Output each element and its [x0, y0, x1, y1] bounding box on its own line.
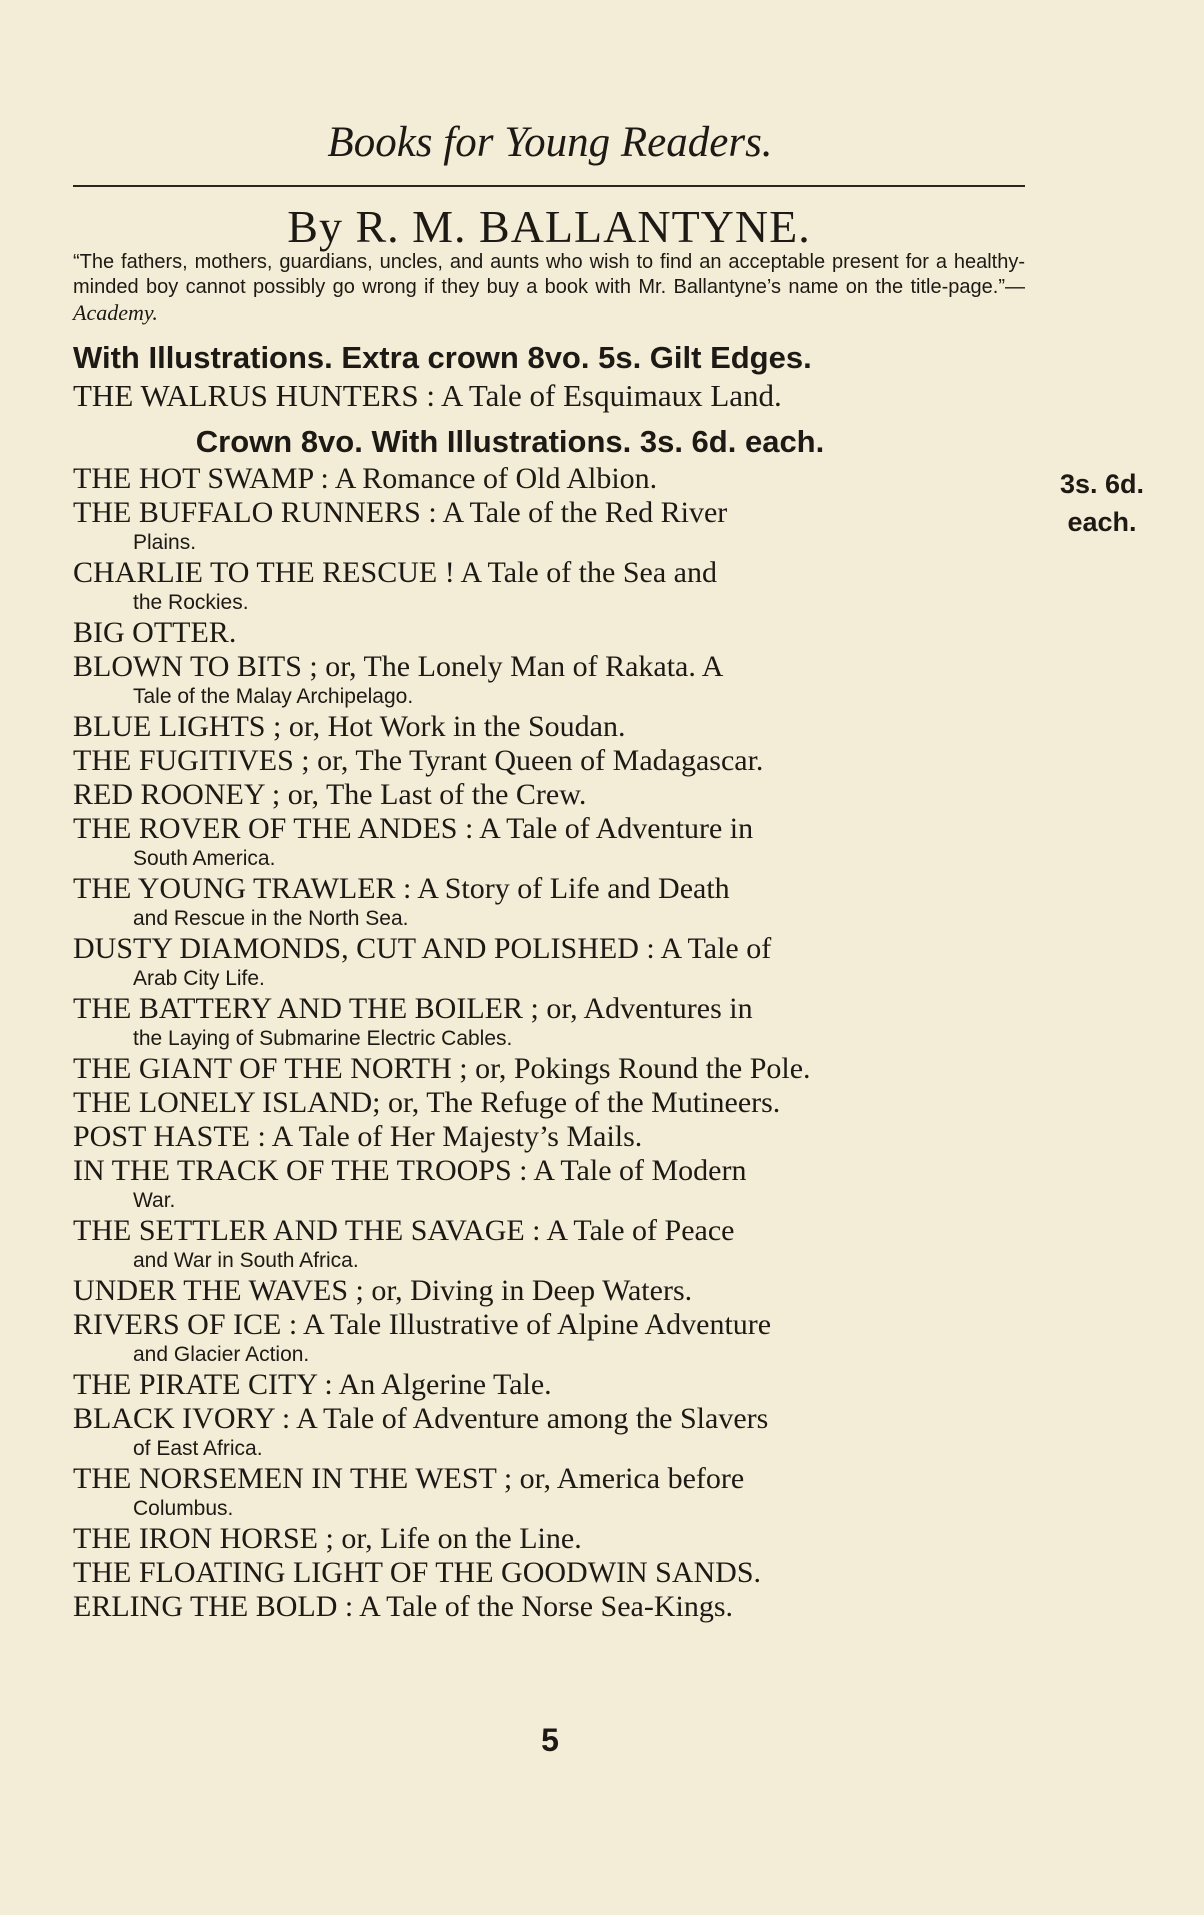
section1-title: THE WALRUS HUNTERS : A Tale of Esquimaux Land.	[73, 378, 782, 413]
book-title: POST HASTE : A Tale of Her Majesty’s Mails.	[73, 1120, 643, 1153]
list-item	[73, 650, 1028, 710]
list-item	[73, 1402, 1028, 1462]
book-title: RED ROONEY ; or, The Last of the Crew.	[73, 778, 587, 811]
book-subtitle-continuation: the Laying of Submarine Electric Cables.	[133, 1027, 513, 1050]
book-title: THE HOT SWAMP : A Romance of Old Albion.	[73, 462, 658, 495]
list-item	[73, 812, 1028, 872]
title-list	[73, 462, 1028, 1624]
book-title: BLOWN TO BITS ; or, The Lonely Man of Rakata. A	[73, 650, 724, 683]
book-title: THE PIRATE CITY : An Algerine Tale.	[73, 1368, 552, 1401]
list-item	[73, 1462, 1028, 1522]
book-subtitle-continuation: and Rescue in the North Sea.	[133, 907, 409, 930]
list-item	[73, 616, 1028, 650]
price-note	[1060, 465, 1144, 541]
list-item	[73, 1274, 1028, 1308]
list-item	[73, 1214, 1028, 1274]
page-number: 5	[541, 1722, 559, 1758]
list-item	[73, 556, 1028, 616]
list-item	[73, 710, 1028, 744]
book-title: THE FLOATING LIGHT OF THE GOODWIN SANDS.	[73, 1556, 762, 1589]
list-item	[73, 496, 1028, 556]
list-item	[73, 778, 1028, 812]
book-subtitle-continuation: Columbus.	[133, 1497, 234, 1520]
list-item	[73, 872, 1028, 932]
review-quote	[73, 250, 1025, 327]
book-title: THE ROVER OF THE ANDES : A Tale of Adventure in	[73, 812, 754, 845]
book-title: BLUE LIGHTS ; or, Hot Work in the Soudan.	[73, 710, 626, 743]
running-head: Books for Young Readers.	[327, 119, 773, 166]
section2-heading: Crown 8vo. With Illustrations. 3s. 6d. each.	[195, 424, 825, 459]
list-item	[73, 1308, 1028, 1368]
price-note-line2: each.	[1067, 507, 1137, 537]
book-title: THE NORSEMEN IN THE WEST ; or, America before	[73, 1462, 745, 1495]
list-item	[73, 932, 1028, 992]
list-item	[73, 1120, 1028, 1154]
book-title: UNDER THE WAVES ; or, Diving in Deep Waters.	[73, 1274, 693, 1307]
book-title: THE BATTERY AND THE BOILER ; or, Adventures in	[73, 992, 753, 1025]
section1-heading: With Illustrations. Extra crown 8vo. 5s. Gilt Edges.	[73, 340, 812, 375]
book-subtitle-continuation: of East Africa.	[133, 1437, 263, 1460]
book-subtitle-continuation: Plains.	[133, 531, 197, 554]
book-title: THE BUFFALO RUNNERS : A Tale of the Red River	[73, 496, 728, 529]
quote-source: Academy.	[73, 300, 158, 325]
list-item	[73, 1556, 1028, 1590]
book-subtitle-continuation: South America.	[133, 847, 276, 870]
book-title: THE LONELY ISLAND; or, The Refuge of the Mutineers.	[73, 1086, 781, 1119]
book-subtitle-continuation: the Rockies.	[133, 591, 249, 614]
book-subtitle-continuation: Arab City Life.	[133, 967, 265, 990]
header-rule	[73, 185, 1025, 187]
book-subtitle-continuation: and War in South Africa.	[133, 1249, 359, 1272]
book-title: CHARLIE TO THE RESCUE ! A Tale of the Sea and	[73, 556, 717, 589]
book-title: THE SETTLER AND THE SAVAGE : A Tale of Peace	[73, 1214, 735, 1247]
book-subtitle-continuation: War.	[133, 1189, 176, 1212]
quote-text: “The fathers, mothers, guardians, uncles, and aunts who wish to find an acceptable present for a healthy-minded boy cannot possibly go wrong if they buy a book with Mr. Ballantyne’s name on the title-page.”—	[73, 251, 1025, 298]
book-title: THE GIANT OF THE NORTH ; or, Pokings Round the Pole.	[73, 1052, 811, 1085]
book-title: DUSTY DIAMONDS, CUT AND POLISHED : A Tale of	[73, 932, 772, 965]
price-note-line1: 3s. 6d.	[1060, 469, 1145, 499]
book-title: THE IRON HORSE ; or, Life on the Line.	[73, 1522, 582, 1555]
list-item	[73, 992, 1028, 1052]
list-item	[73, 1086, 1028, 1120]
book-subtitle-continuation: and Glacier Action.	[133, 1343, 310, 1366]
list-item	[73, 744, 1028, 778]
list-item	[73, 1368, 1028, 1402]
book-title: BLACK IVORY : A Tale of Adventure among the Slavers	[73, 1402, 769, 1435]
book-title: THE YOUNG TRAWLER : A Story of Life and Death	[73, 872, 730, 905]
list-item	[73, 1154, 1028, 1214]
book-title: IN THE TRACK OF THE TROOPS : A Tale of Modern	[73, 1154, 747, 1187]
list-item	[73, 462, 1028, 496]
list-item	[73, 1522, 1028, 1556]
list-item	[73, 1052, 1028, 1086]
book-title: BIG OTTER.	[73, 616, 237, 649]
book-title: RIVERS OF ICE : A Tale Illustrative of Alpine Adventure	[73, 1308, 772, 1341]
book-subtitle-continuation: Tale of the Malay Archipelago.	[133, 685, 414, 708]
book-title: ERLING THE BOLD : A Tale of the Norse Sea-Kings.	[73, 1590, 734, 1623]
list-item	[73, 1590, 1028, 1624]
book-title: THE FUGITIVES ; or, The Tyrant Queen of Madagascar.	[73, 744, 764, 777]
author-heading: By R. M. BALLANTYNE.	[287, 201, 811, 252]
